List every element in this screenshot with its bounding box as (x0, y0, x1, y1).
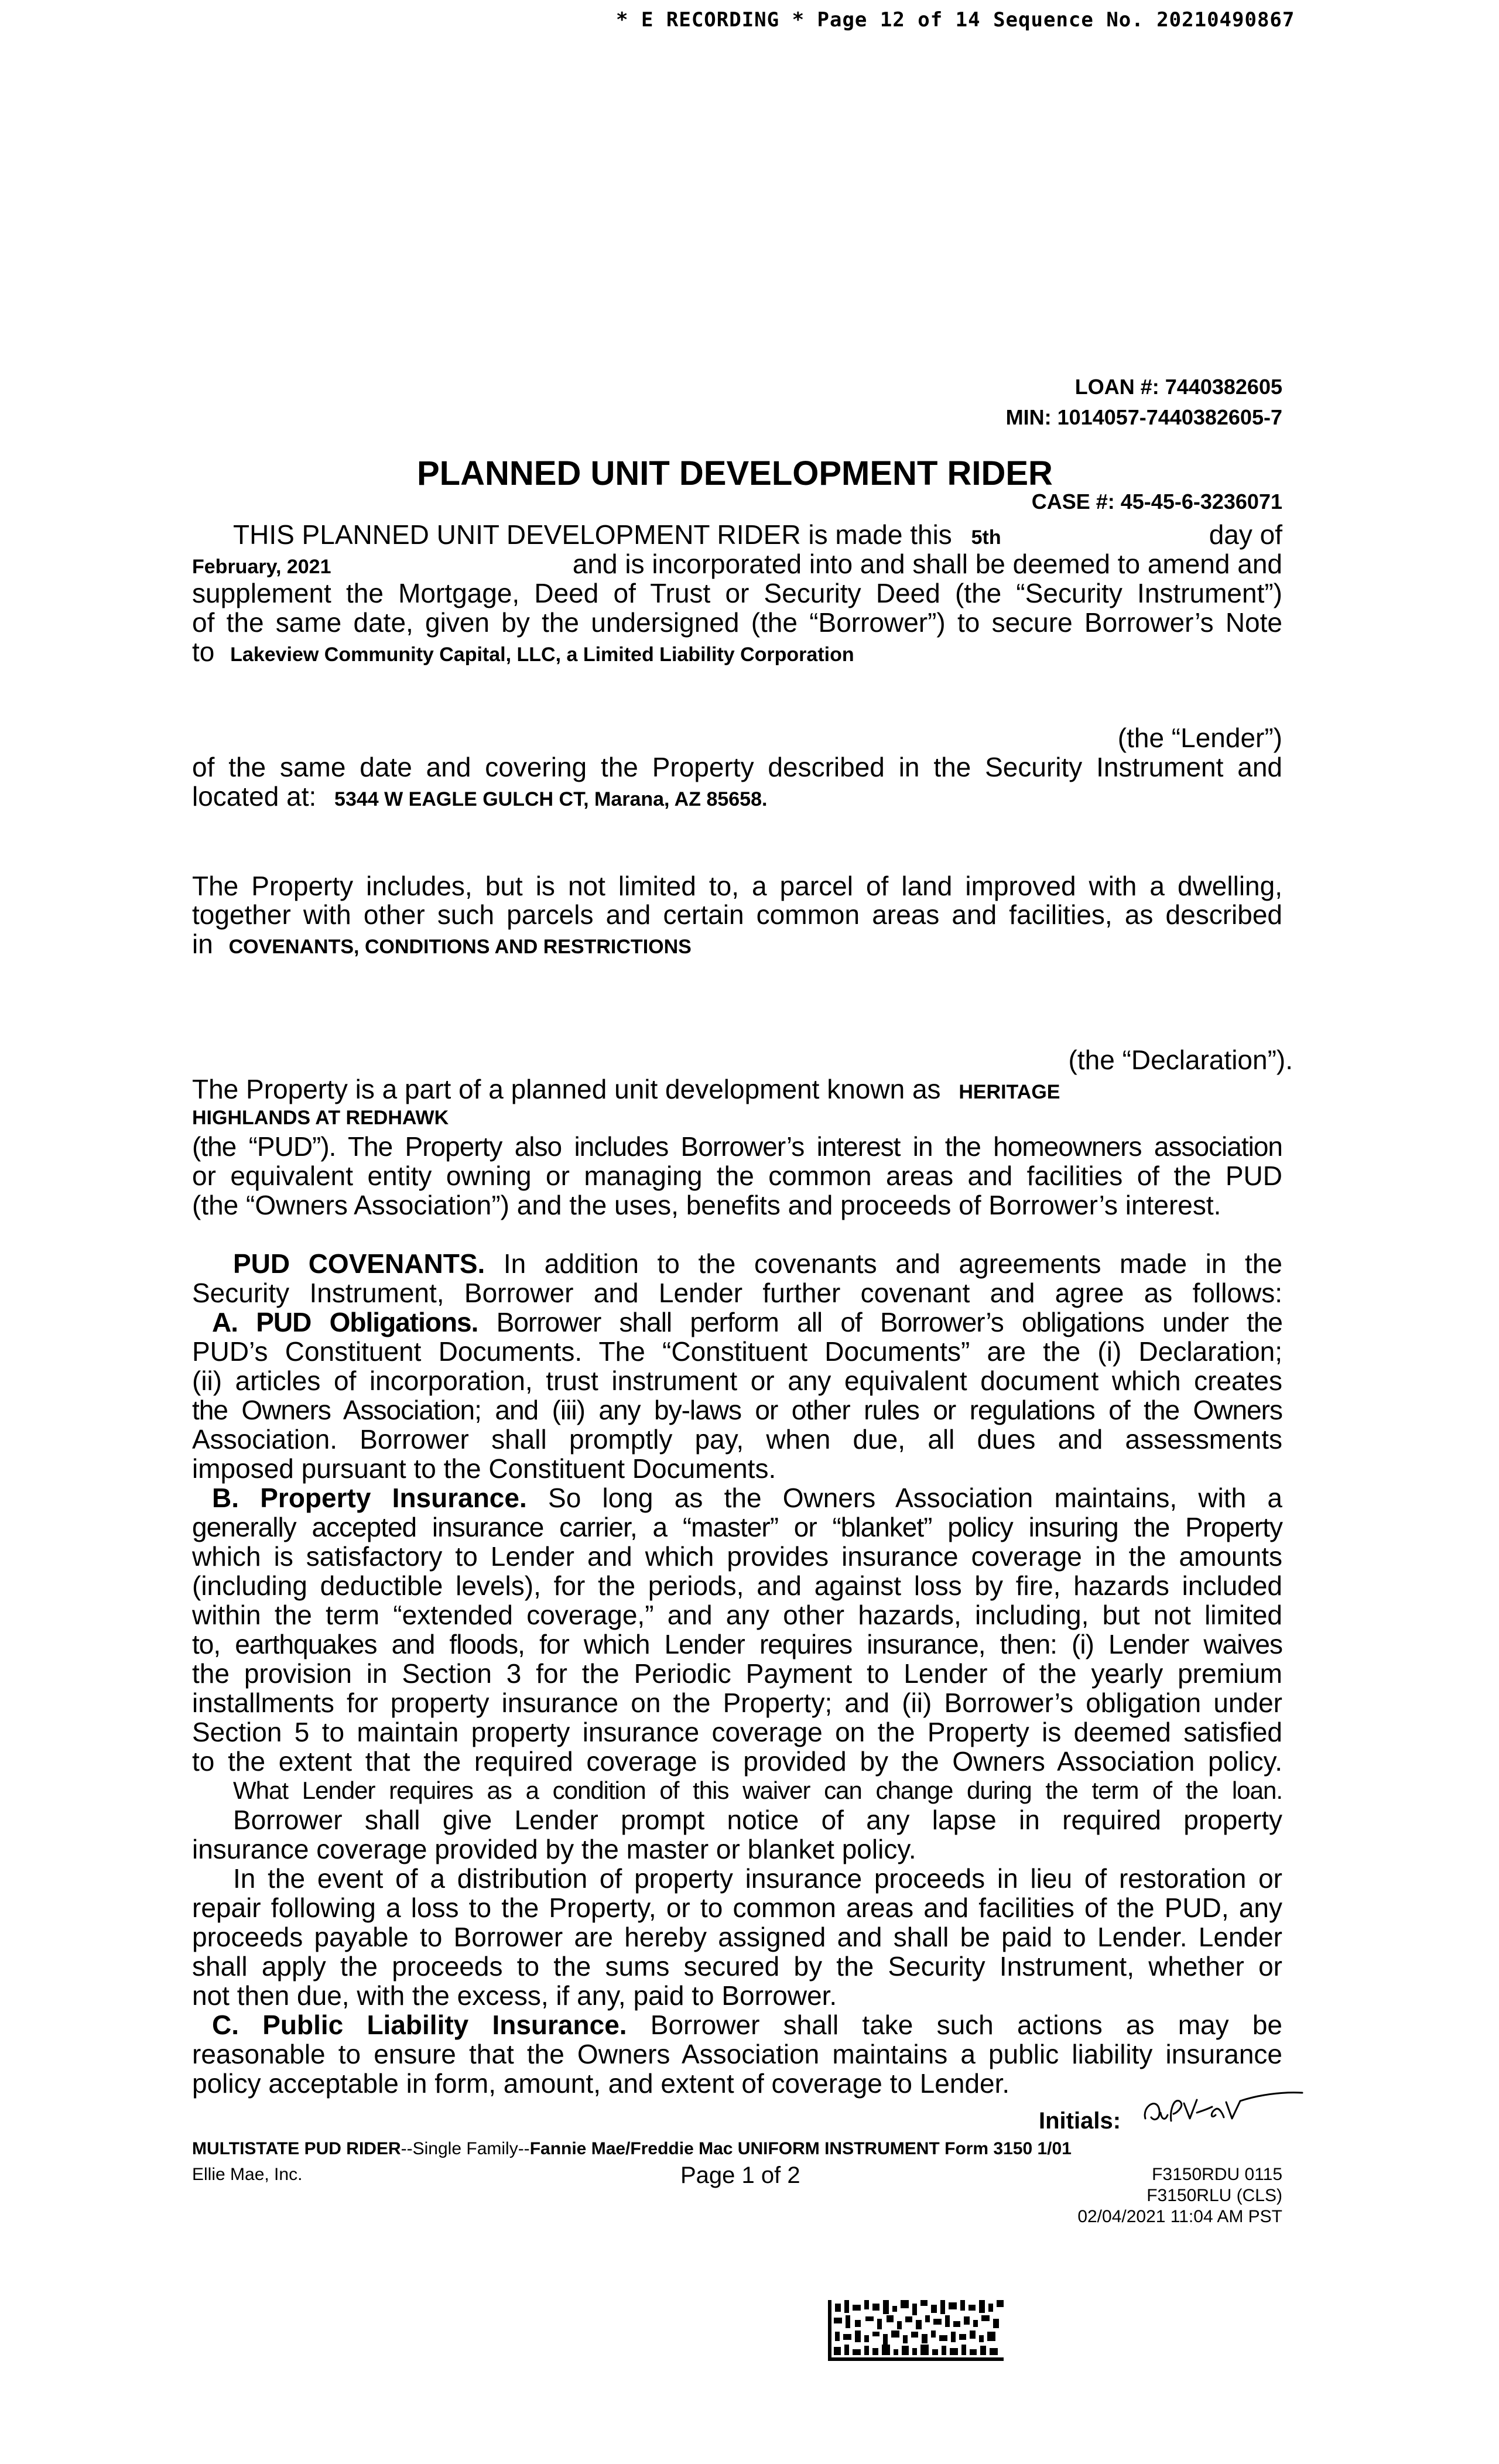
pud-name-part-1: HERITAGE (959, 1081, 1060, 1103)
section-a-text: Borrower shall perform all of Borrower’s obligations under the (496, 1307, 1283, 1337)
section-b-line-11: What Lender requires as a condition of this waiver can change during the term of the loan. (233, 1777, 1282, 1804)
intro-line-5 (192, 637, 1282, 669)
form-code-2: F3150RLU (CLS) (1147, 2186, 1282, 2205)
pud-intro-text: The Property is a part of a planned unit development known as (192, 1074, 941, 1104)
rider-month-year: February, 2021 (192, 556, 331, 578)
section-c-text: Borrower shall take such actions as may be (650, 2010, 1282, 2040)
recording-header: * E RECORDING * Page 12 of 14 Sequence No. 20210490867 (616, 8, 1295, 32)
section-b-line-16: proceeds payable to Borrower are hereby assigned and shall be paid to Lender. Lender (192, 1922, 1282, 1952)
initials-label: Initials: (1039, 2108, 1121, 2134)
section-a-line-6: imposed pursuant to the Constituent Documents. (192, 1453, 776, 1484)
section-b-line-2: generally accepted insurance carrier, a “master” or “blanket” policy insuring the Property (192, 1512, 1282, 1542)
property-line-1: The Property includes, but is not limited to, a parcel of land improved with a dwelling, (192, 871, 1282, 901)
section-b-line-18: not then due, with the excess, if any, paid to Borrower. (192, 1980, 837, 2011)
section-b-line-6: to, earthquakes and floods, for which Lender requires insurance, then: (i) Lender waives (192, 1629, 1282, 1659)
case-number-line (1032, 490, 1282, 514)
section-b-line-10: to the extent that the required coverage is provided by the Owners Association policy. (192, 1746, 1282, 1777)
pud-name-part-2: HIGHLANDS AT REDHAWK (192, 1107, 449, 1129)
form-title-part-3: Fannie Mae/Freddie Mac UNIFORM INSTRUMENT Form 3150 1/01 (529, 2139, 1072, 2158)
lender-name: Lakeview Community Capital, LLC, a Limited Liability Corporation (230, 644, 854, 666)
section-a-line-1 (212, 1308, 1282, 1337)
covenants-line-2: Security Instrument, Borrower and Lender further covenant and agree as follows: (192, 1278, 1282, 1308)
declaration-document: COVENANTS, CONDITIONS AND RESTRICTIONS (228, 936, 692, 958)
rider-day: 5th (971, 526, 1001, 549)
intro-line-4: of the same date, given by the undersigned (the “Borrower”) to secure Borrower’s Note (192, 607, 1282, 638)
page-number: Page 1 of 2 (680, 2162, 800, 2188)
form-code-1: F3150RDU 0115 (1152, 2165, 1282, 2184)
property-address: 5344 W EAGLE GULCH CT, Marana, AZ 85658. (334, 788, 768, 810)
section-b-line-13: insurance coverage provided by the master or blanket policy. (192, 1834, 916, 1864)
section-c-line-2: reasonable to ensure that the Owners Association maintains a public liability insurance (192, 2039, 1282, 2069)
property-line-6: (the “PUD”). The Property also includes Borrower’s interest in the homeowners association (192, 1131, 1282, 1162)
section-a-heading: A. PUD Obligations. (212, 1307, 478, 1337)
section-b-heading: B. Property Insurance. (212, 1483, 527, 1513)
form-title-part-1: MULTISTATE PUD RIDER (192, 2139, 401, 2158)
covenants-intro: In addition to the covenants and agreements made in the (503, 1248, 1282, 1279)
section-c-line-3: policy acceptable in form, amount, and extent of coverage to Lender. (192, 2068, 1010, 2099)
loan-number: 7440382605 (1165, 375, 1282, 399)
the-declaration-text: (the “Declaration”). (1068, 1045, 1293, 1075)
section-a-line-3: (ii) articles of incorporation, trust instrument or any equivalent document which creates (192, 1366, 1282, 1396)
page-title: PLANNED UNIT DEVELOPMENT RIDER (417, 454, 1053, 492)
in-word: in (192, 929, 213, 959)
property-line-7: or equivalent entity owning or managing the common areas and facilities of the PUD (192, 1161, 1282, 1191)
property-line-2: together with other such parcels and certain common areas and facilities, as described (192, 899, 1282, 930)
section-b-line-9: Section 5 to maintain property insurance coverage on the Property is deemed satisfied (192, 1717, 1282, 1747)
section-b-line-17: shall apply the proceeds to the sums secured by the Security Instrument, whether or (192, 1951, 1282, 1982)
section-b-line-4: (including deductible levels), for the periods, and against loss by fire, hazards included (192, 1570, 1282, 1601)
property-line-8: (the “Owners Association”) and the uses, benefits and proceeds of Borrower’s interest. (192, 1190, 1221, 1220)
section-a-line-4: the Owners Association; and (iii) any by-laws or other rules or regulations of the Owners (192, 1395, 1282, 1425)
loan-number-line (1075, 375, 1282, 399)
section-b-line-8: installments for property insurance on the Property; and (ii) Borrower’s obligation under (192, 1688, 1282, 1718)
document-barcode (828, 2300, 1004, 2361)
located-at-text: located at: (192, 781, 317, 812)
case-number: 45-45-6-3236071 (1120, 490, 1282, 514)
the-lender-text: (the “Lender”) (1117, 723, 1282, 753)
intro-line-6: of the same date and covering the Property described in the Security Instrument and (192, 752, 1282, 782)
case-label: CASE #: (1031, 490, 1115, 514)
form-title-part-2: --Single Family-- (401, 2139, 530, 2158)
form-title (192, 2139, 1072, 2159)
loan-label: LOAN #: (1074, 375, 1159, 399)
intro-line-3: supplement the Mortgage, Deed of Trust or Security Deed (the “Security Instrument”) (192, 578, 1282, 608)
to-word: to (192, 636, 215, 667)
section-b-line-14: In the event of a distribution of property insurance proceeds in lieu of restoration or (233, 1863, 1282, 1894)
covenants-heading: PUD COVENANTS. (233, 1248, 485, 1279)
timestamp: 02/04/2021 11:04 AM PST (1077, 2207, 1282, 2226)
intro-text: THIS PLANNED UNIT DEVELOPMENT RIDER is made this (233, 519, 952, 550)
property-line-5 (192, 1074, 1282, 1107)
section-c-heading: C. Public Liability Insurance. (212, 2010, 627, 2040)
section-b-line-3: which is satisfactory to Lender and which provides insurance coverage in the amounts (192, 1541, 1282, 1572)
day-of-text: day of (1209, 519, 1282, 550)
property-line-3 (192, 929, 1282, 961)
section-b-line-7: the provision in Section 3 for the Periodic Payment to Lender of the yearly premium (192, 1658, 1282, 1689)
min-number-line (1006, 405, 1282, 430)
intro-line-7 (192, 782, 1282, 814)
section-b-line-12: Borrower shall give Lender prompt notice of any lapse in required property (233, 1805, 1282, 1835)
intro-text-2: and is incorporated into and shall be deemed to amend and (572, 549, 1282, 579)
section-b-line-1 (212, 1483, 1282, 1512)
section-b-line-5: within the term “extended coverage,” and any other hazards, including, but not limited (192, 1600, 1282, 1630)
section-b-line-15: repair following a loss to the Property, or to common areas and facilities of the PUD, any (192, 1893, 1282, 1923)
section-b-text: So long as the Owners Association maintains, with a (548, 1483, 1282, 1513)
min-label: MIN: (1005, 405, 1052, 429)
vendor-name: Ellie Mae, Inc. (192, 2165, 303, 2184)
section-a-line-2: PUD’s Constituent Documents. The “Constituent Documents” are the (i) Declaration; (192, 1336, 1282, 1367)
intro-line-1 (233, 520, 1282, 552)
section-a-line-5: Association. Borrower shall promptly pay, when due, all dues and assessments (192, 1424, 1282, 1455)
intro-line-2 (192, 549, 1282, 581)
initials-signature (1141, 2089, 1305, 2136)
min-number: 1014057-7440382605-7 (1057, 405, 1282, 429)
section-c-line-1 (212, 2010, 1282, 2039)
covenants-line-1 (233, 1249, 1282, 1278)
